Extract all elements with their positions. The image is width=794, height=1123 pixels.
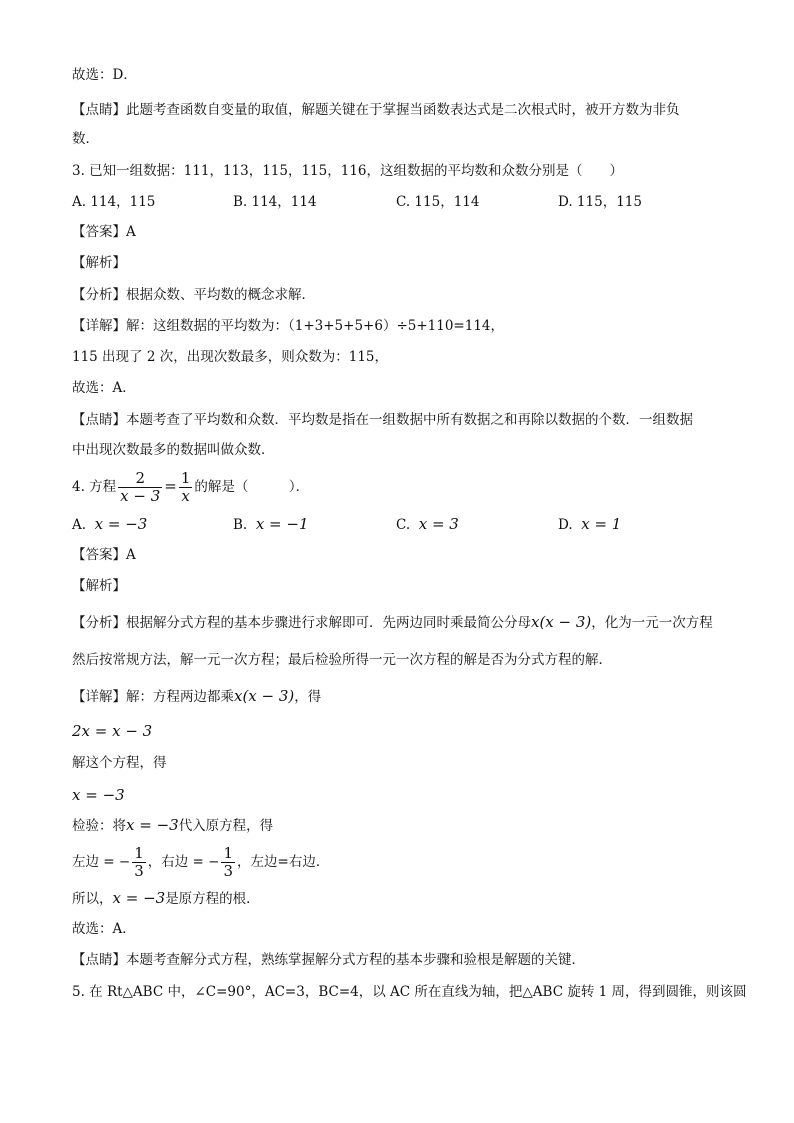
q4-equals: =	[164, 477, 177, 495]
question-5-stem: 5. 在 Rt△ABC 中，∠C=90°，AC=3，BC=4，以 AC 所在直线为轴，把△ABC 旋转 1 周，得到圆锥，则该圆	[72, 984, 747, 1000]
q4-option-d	[558, 515, 621, 534]
q4-left-right-line	[72, 844, 329, 880]
q4-left-num: 1	[134, 844, 144, 862]
q4-analysis-heading: 【解析】	[72, 578, 126, 594]
q4-fenxi-line2: 然后按常规方法，解一元一次方程；最后检验所得一元一次方程的解是否为分式方程的解．	[72, 652, 612, 668]
q4-so-expr: x = −3	[112, 889, 166, 907]
q4-option-c-expr: x = 3	[418, 515, 459, 533]
q3-fenxi: 【分析】根据众数、平均数的概念求解．	[72, 287, 315, 303]
q4-fraction-right	[179, 470, 193, 505]
q3-option-d: D. 115，115	[558, 194, 642, 210]
q4-left-den: 3	[134, 862, 144, 880]
q4-dianjing: 【点睛】本题考查解分式方程，熟练掌握解分式方程的基本步骤和验根是解题的关键．	[72, 952, 585, 968]
q4-option-b	[233, 515, 309, 534]
q4-option-a-label: A.	[72, 517, 87, 533]
dianjing-paragraph-line2: 数．	[72, 131, 99, 147]
q4-check-text1: 检验：将	[72, 818, 126, 834]
q4-fenxi-text1: 【分析】根据解分式方程的基本步骤进行求解即可．先两边同时乘最简公分母	[72, 615, 531, 631]
question-4-stem	[72, 468, 309, 505]
q4-suffix: 的解是（ ）．	[194, 479, 310, 495]
q4-so-text1: 所以，	[72, 891, 113, 907]
q4-frac-left-num: 2	[118, 470, 162, 488]
answer-choice-line: 故选：D．	[72, 67, 137, 83]
q4-left-right-end: ，左边=右边．	[237, 854, 330, 870]
q3-option-b: B. 114，114	[233, 194, 317, 210]
q4-right-label: ，右边 = −	[147, 854, 220, 870]
q4-xiangjie-line	[72, 687, 321, 706]
q4-xiangjie-text2: ，得	[294, 689, 322, 705]
q4-option-a	[72, 515, 147, 534]
q4-option-b-label: B.	[233, 517, 248, 533]
q4-frac-right-den: x	[181, 487, 190, 505]
q3-analysis-heading: 【解析】	[72, 255, 126, 271]
q4-option-a-expr: x = −3	[94, 515, 148, 533]
q3-xiangjie: 【详解】解：这组数据的平均数为：（1+3+5+5+6）÷5+110=114，	[72, 318, 504, 334]
q4-answer: 【答案】A	[72, 547, 136, 563]
question-3-stem: 3. 已知一组数据：111，113，115，115，116，这组数据的平均数和众数分别是（ ）	[72, 163, 624, 179]
q4-solve-text: 解这个方程，得	[72, 755, 167, 771]
q4-xiangjie-expr: x(x − 3)	[234, 687, 295, 705]
q4-frac-left-den: x − 3	[120, 487, 161, 505]
q4-check-text2: 代入原方程，得	[178, 818, 274, 834]
q4-option-d-expr: x = 1	[581, 515, 622, 533]
q4-option-c	[396, 515, 459, 534]
q4-left-fraction	[132, 845, 146, 880]
q3-answer: 【答案】A	[72, 224, 136, 240]
q4-prefix: 4. 方程	[72, 479, 117, 495]
q3-xiangjie-line2: 115 出现了 2 次，出现次数最多，则众数为：115，	[72, 349, 388, 365]
q4-option-d-label: D.	[558, 517, 573, 533]
q4-fenxi-line1	[72, 613, 713, 632]
q4-right-num: 1	[223, 844, 234, 862]
q4-fenxi-text2: ，化为一元一次方程	[591, 615, 713, 631]
q4-frac-right-num: 1	[180, 469, 191, 487]
q4-so-text2: 是原方程的根．	[165, 891, 260, 907]
q3-dianjing-line2: 中出现次数最多的数据叫做众数．	[72, 442, 275, 458]
q3-option-a: A. 114，115	[72, 194, 156, 210]
q4-fraction-left	[118, 470, 162, 505]
q4-check-expr: x = −3	[126, 816, 179, 834]
q3-choose: 故选：A．	[72, 380, 136, 396]
q4-left-label: 左边 = −	[72, 854, 131, 870]
q4-fenxi-expr: x(x − 3)	[531, 613, 592, 631]
q3-dianjing-line1: 【点睛】本题考查了平均数和众数．平均数是指在一组数据中所有数据之和再除以数据的个数．一组数据	[72, 412, 693, 428]
q4-option-b-expr: x = −1	[255, 515, 309, 533]
q4-check-line	[72, 816, 273, 835]
q3-option-c: C. 115，114	[396, 194, 480, 210]
q4-right-den: 3	[223, 862, 234, 880]
q4-equation-2: x = −3	[72, 786, 125, 804]
q4-equation-1: 2x = x − 3	[72, 722, 153, 740]
q4-xiangjie-text1: 【详解】解：方程两边都乘	[72, 689, 234, 705]
q4-choose: 故选：A．	[72, 921, 136, 937]
q4-conclusion-line	[72, 889, 260, 908]
q4-option-c-label: C.	[396, 517, 411, 533]
q4-right-fraction	[221, 845, 235, 880]
dianjing-paragraph-line1: 【点睛】此题考查函数自变量的取值，解题关键在于掌握当函数表达式是二次根式时，被开方数为非负	[72, 102, 680, 118]
